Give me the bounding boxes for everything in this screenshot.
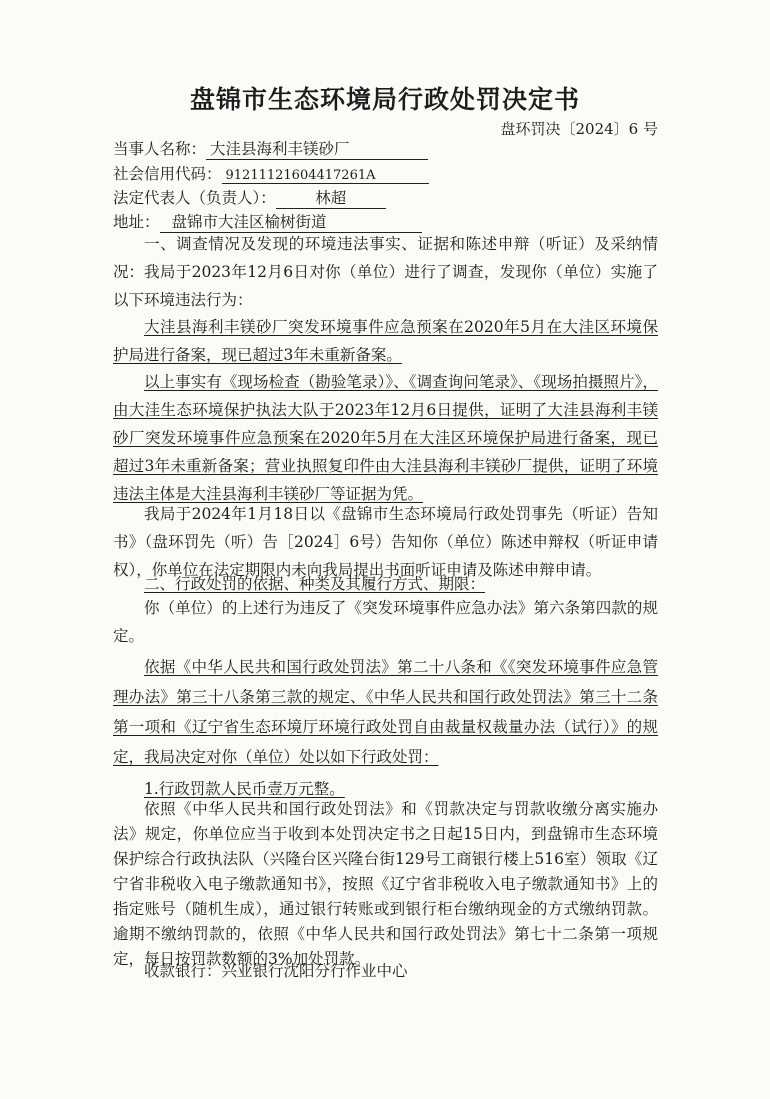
section1-heading: 一、调查情况及发现的环境违法事实、证据和陈述申辩（听证）及采纳情况：: [113, 235, 658, 281]
address-value: 盘锦市大洼区榆树街道: [160, 210, 422, 233]
address-label: 地址：: [113, 213, 160, 231]
party-name-value: 大洼县海利丰镁砂厂: [206, 137, 428, 160]
legal-rep-label: 法定代表人（负责人）：: [113, 189, 276, 207]
investigation-paragraph: 我局于2023年12月6日对你（单位）进行了调查，发现你（单位）实施了以下环境违法行为：: [113, 263, 658, 309]
credit-code-row: [113, 162, 429, 184]
credit-code-label: 社会信用代码：: [113, 165, 222, 183]
evidence-paragraph: 以上事实有《现场检查（勘验笔录）》、《调查询问笔录》、《现场拍摄照片》，由大洼生态环境保护执法大队于2023年12月6日提供，证明了大洼县海利丰镁砂厂突发环境事件应急预案在2020年5月在大洼区环境保护局进行备案，现已超过3年未重新备案；营业执照复印件由大洼县海利丰镁砂厂提供，证明了环境违法主体是大洼县海利丰镁砂厂等证据为凭。: [113, 373, 658, 503]
penalty-item-1: 1.行政罚款人民币壹万元整。: [144, 780, 345, 798]
violated-rule-paragraph: 你（单位）的上述行为违反了《突发环境事件应急办法》第六条第四款的规定。: [113, 599, 658, 645]
notice-paragraph: 我局于2024年1月18日以《盘锦市生态环境局行政处罚事先（听证）告知书》（盘环罚先（听）告［2024］6号）告知你（单位）陈述申辩权（听证申请权），你单位在法定期限内未向我局提出书面听证申请及陈述申辩申请。: [113, 505, 658, 579]
legal-rep-value: 林超: [276, 186, 386, 209]
party-name-label: 当事人名称：: [113, 140, 207, 158]
section2-heading: 二、行政处罚的依据、种类及其履行方式、期限：: [144, 575, 486, 593]
document-title: 盘锦市生态环境局行政处罚决定书: [189, 85, 580, 114]
violation-paragraph: 大洼县海利丰镁砂厂突发环境事件应急预案在2020年5月在大洼区环境保护局进行备案，现已超过3年未重新备案。: [113, 318, 658, 364]
payee-bank: 收款银行：兴业银行沈阳分行作业中心: [144, 962, 408, 980]
document-number: 盘环罚决〔2024〕6 号: [500, 120, 658, 138]
payment-paragraph: 依照《中华人民共和国行政处罚法》和《罚款决定与罚款收缴分离实施办法》规定，你单位应当于收到本处罚决定书之日起15日内，到盘锦市生态环境保护综合行政执法队（兴隆台区兴隆台街129号工商银行楼上516室）领取《辽宁省非税收入电子缴款通知书》，按照《辽宁省非税收入电子缴款通知书》上的指定账号（随机生成），通过银行转账或到银行柜台缴纳现金的方式缴纳罚款。逾期不缴纳罚款的，依照《中华人民共和国行政处罚法》第七十二条第一项规定，每日按罚款数额的3%加处罚款。: [113, 800, 658, 968]
legal-basis-paragraph: 依据《中华人民共和国行政处罚法》第二十八条和《《突发环境事件应急管理办法》第三十八条第三款的规定、《中华人民共和国行政处罚法》第三十二条第一项和《辽宁省生态环境厅环境行政处罚自由裁量权裁量办法（试行）》的规定，我局决定对你（单位）处以如下行政处罚：: [113, 658, 658, 766]
legal-rep-row: [113, 186, 386, 209]
credit-code-value: 91211121604417261A: [222, 168, 429, 184]
party-name-row: [113, 137, 428, 160]
